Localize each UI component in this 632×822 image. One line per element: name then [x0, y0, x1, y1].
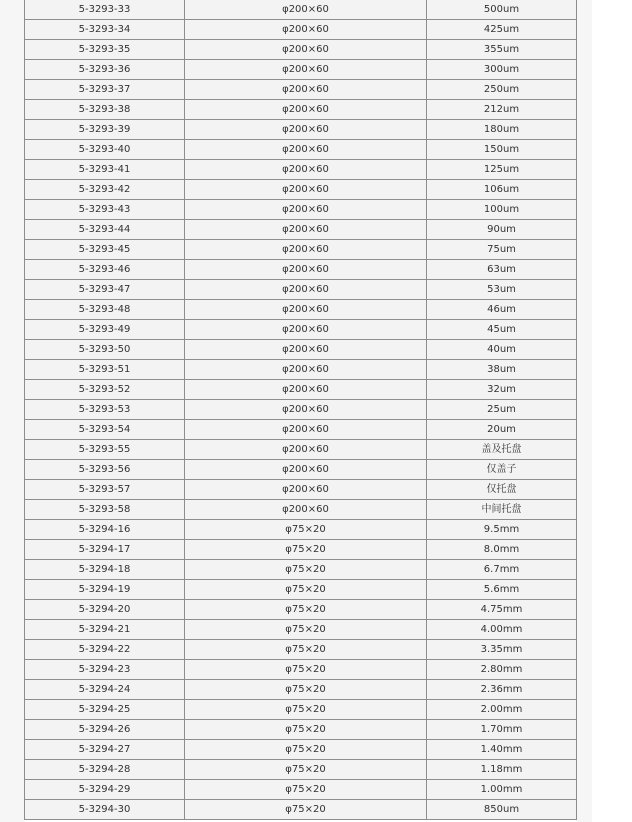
dimension-cell: φ200×60 [185, 380, 427, 400]
table-row [25, 240, 577, 260]
mesh-spec-cell: 9.5mm [427, 520, 577, 540]
table-row [25, 500, 577, 520]
dimension-cell: φ200×60 [185, 20, 427, 40]
table-row [25, 740, 577, 760]
mesh-spec-cell: 4.00mm [427, 620, 577, 640]
mesh-spec-cell: 500um [427, 0, 577, 20]
dimension-cell: φ200×60 [185, 460, 427, 480]
table-row [25, 560, 577, 580]
mesh-spec-cell: 1.70mm [427, 720, 577, 740]
table-row [25, 720, 577, 740]
mesh-spec-cell: 4.75mm [427, 600, 577, 620]
product-code-cell: 5-3294-24 [25, 680, 185, 700]
product-spec-table-body [25, 0, 577, 820]
mesh-spec-cell: 3.35mm [427, 640, 577, 660]
product-code-cell: 5-3293-50 [25, 340, 185, 360]
mesh-spec-cell: 90um [427, 220, 577, 240]
mesh-spec-cell: 8.0mm [427, 540, 577, 560]
product-code-cell: 5-3294-21 [25, 620, 185, 640]
mesh-spec-cell: 仅托盘 [427, 480, 577, 500]
dimension-cell: φ200×60 [185, 220, 427, 240]
product-code-cell: 5-3293-54 [25, 420, 185, 440]
product-code-cell: 5-3294-25 [25, 700, 185, 720]
mesh-spec-cell: 75um [427, 240, 577, 260]
table-row [25, 540, 577, 560]
dimension-cell: φ200×60 [185, 320, 427, 340]
dimension-cell: φ200×60 [185, 0, 427, 20]
product-code-cell: 5-3293-38 [25, 100, 185, 120]
dimension-cell: φ75×20 [185, 600, 427, 620]
product-code-cell: 5-3294-28 [25, 760, 185, 780]
dimension-cell: φ200×60 [185, 60, 427, 80]
mesh-spec-cell: 2.80mm [427, 660, 577, 680]
table-row [25, 80, 577, 100]
mesh-spec-cell: 45um [427, 320, 577, 340]
mesh-spec-cell: 425um [427, 20, 577, 40]
table-row [25, 300, 577, 320]
mesh-spec-cell: 125um [427, 160, 577, 180]
dimension-cell: φ75×20 [185, 740, 427, 760]
dimension-cell: φ200×60 [185, 240, 427, 260]
dimension-cell: φ200×60 [185, 200, 427, 220]
mesh-spec-cell: 300um [427, 60, 577, 80]
product-code-cell: 5-3293-53 [25, 400, 185, 420]
mesh-spec-cell: 盖及托盘 [427, 440, 577, 460]
dimension-cell: φ200×60 [185, 120, 427, 140]
table-row [25, 400, 577, 420]
mesh-spec-cell: 150um [427, 140, 577, 160]
dimension-cell: φ200×60 [185, 360, 427, 380]
table-row [25, 660, 577, 680]
table-row [25, 360, 577, 380]
product-code-cell: 5-3293-47 [25, 280, 185, 300]
dimension-cell: φ200×60 [185, 180, 427, 200]
product-code-cell: 5-3294-26 [25, 720, 185, 740]
table-row [25, 280, 577, 300]
dimension-cell: φ75×20 [185, 560, 427, 580]
product-code-cell: 5-3293-46 [25, 260, 185, 280]
product-code-cell: 5-3293-45 [25, 240, 185, 260]
product-code-cell: 5-3293-34 [25, 20, 185, 40]
product-code-cell: 5-3293-39 [25, 120, 185, 140]
dimension-cell: φ200×60 [185, 500, 427, 520]
mesh-spec-cell: 38um [427, 360, 577, 380]
mesh-spec-cell: 250um [427, 80, 577, 100]
table-row [25, 420, 577, 440]
mesh-spec-cell: 6.7mm [427, 560, 577, 580]
dimension-cell: φ200×60 [185, 40, 427, 60]
table-row [25, 760, 577, 780]
mesh-spec-cell: 850um [427, 800, 577, 820]
table-row [25, 460, 577, 480]
product-code-cell: 5-3294-20 [25, 600, 185, 620]
dimension-cell: φ75×20 [185, 680, 427, 700]
product-code-cell: 5-3293-56 [25, 460, 185, 480]
dimension-cell: φ75×20 [185, 720, 427, 740]
product-code-cell: 5-3294-17 [25, 540, 185, 560]
table-row [25, 0, 577, 20]
product-code-cell: 5-3293-49 [25, 320, 185, 340]
product-code-cell: 5-3293-35 [25, 40, 185, 60]
product-code-cell: 5-3293-41 [25, 160, 185, 180]
dimension-cell: φ75×20 [185, 620, 427, 640]
table-row [25, 100, 577, 120]
mesh-spec-cell: 212um [427, 100, 577, 120]
product-code-cell: 5-3293-48 [25, 300, 185, 320]
table-row [25, 200, 577, 220]
mesh-spec-cell: 1.18mm [427, 760, 577, 780]
dimension-cell: φ75×20 [185, 520, 427, 540]
product-code-cell: 5-3294-22 [25, 640, 185, 660]
table-row [25, 40, 577, 60]
mesh-spec-cell: 5.6mm [427, 580, 577, 600]
table-row [25, 620, 577, 640]
mesh-spec-cell: 中间托盘 [427, 500, 577, 520]
product-code-cell: 5-3293-37 [25, 80, 185, 100]
product-code-cell: 5-3293-52 [25, 380, 185, 400]
mesh-spec-cell: 100um [427, 200, 577, 220]
product-code-cell: 5-3294-16 [25, 520, 185, 540]
dimension-cell: φ200×60 [185, 260, 427, 280]
mesh-spec-cell: 355um [427, 40, 577, 60]
table-row [25, 700, 577, 720]
dimension-cell: φ75×20 [185, 660, 427, 680]
table-row [25, 260, 577, 280]
right-margin [576, 0, 592, 822]
table-row [25, 580, 577, 600]
dimension-cell: φ200×60 [185, 160, 427, 180]
dimension-cell: φ75×20 [185, 760, 427, 780]
mesh-spec-cell: 53um [427, 280, 577, 300]
product-code-cell: 5-3293-57 [25, 480, 185, 500]
table-row [25, 140, 577, 160]
table-row [25, 180, 577, 200]
mesh-spec-cell: 1.40mm [427, 740, 577, 760]
mesh-spec-cell: 180um [427, 120, 577, 140]
product-code-cell: 5-3293-55 [25, 440, 185, 460]
product-code-cell: 5-3293-42 [25, 180, 185, 200]
dimension-cell: φ200×60 [185, 420, 427, 440]
mesh-spec-cell: 2.36mm [427, 680, 577, 700]
table-row [25, 520, 577, 540]
table-row [25, 20, 577, 40]
dimension-cell: φ75×20 [185, 540, 427, 560]
mesh-spec-cell: 1.00mm [427, 780, 577, 800]
mesh-spec-cell: 40um [427, 340, 577, 360]
table-row [25, 220, 577, 240]
dimension-cell: φ200×60 [185, 480, 427, 500]
mesh-spec-cell: 25um [427, 400, 577, 420]
product-code-cell: 5-3293-40 [25, 140, 185, 160]
dimension-cell: φ200×60 [185, 340, 427, 360]
product-code-cell: 5-3294-29 [25, 780, 185, 800]
dimension-cell: φ200×60 [185, 280, 427, 300]
table-row [25, 640, 577, 660]
product-code-cell: 5-3294-23 [25, 660, 185, 680]
mesh-spec-cell: 63um [427, 260, 577, 280]
product-code-cell: 5-3293-43 [25, 200, 185, 220]
dimension-cell: φ75×20 [185, 700, 427, 720]
dimension-cell: φ200×60 [185, 140, 427, 160]
dimension-cell: φ200×60 [185, 300, 427, 320]
table-row [25, 480, 577, 500]
dimension-cell: φ200×60 [185, 400, 427, 420]
dimension-cell: φ75×20 [185, 780, 427, 800]
product-code-cell: 5-3293-51 [25, 360, 185, 380]
dimension-cell: φ200×60 [185, 80, 427, 100]
product-code-cell: 5-3293-58 [25, 500, 185, 520]
table-row [25, 440, 577, 460]
mesh-spec-cell: 32um [427, 380, 577, 400]
dimension-cell: φ75×20 [185, 580, 427, 600]
table-row [25, 800, 577, 820]
table-row [25, 380, 577, 400]
table-row [25, 600, 577, 620]
table-row [25, 160, 577, 180]
product-code-cell: 5-3294-27 [25, 740, 185, 760]
mesh-spec-cell: 106um [427, 180, 577, 200]
dimension-cell: φ75×20 [185, 640, 427, 660]
product-spec-table [24, 0, 577, 820]
mesh-spec-cell: 2.00mm [427, 700, 577, 720]
right-gutter [592, 0, 632, 822]
product-code-cell: 5-3294-18 [25, 560, 185, 580]
table-row [25, 120, 577, 140]
table-row [25, 340, 577, 360]
product-code-cell: 5-3293-33 [25, 0, 185, 20]
mesh-spec-cell: 20um [427, 420, 577, 440]
product-code-cell: 5-3293-44 [25, 220, 185, 240]
product-code-cell: 5-3294-19 [25, 580, 185, 600]
table-row [25, 320, 577, 340]
left-margin [0, 0, 24, 822]
dimension-cell: φ200×60 [185, 440, 427, 460]
product-code-cell: 5-3293-36 [25, 60, 185, 80]
table-row [25, 680, 577, 700]
mesh-spec-cell: 46um [427, 300, 577, 320]
product-code-cell: 5-3294-30 [25, 800, 185, 820]
dimension-cell: φ75×20 [185, 800, 427, 820]
table-row [25, 60, 577, 80]
dimension-cell: φ200×60 [185, 100, 427, 120]
mesh-spec-cell: 仅盖子 [427, 460, 577, 480]
table-row [25, 780, 577, 800]
